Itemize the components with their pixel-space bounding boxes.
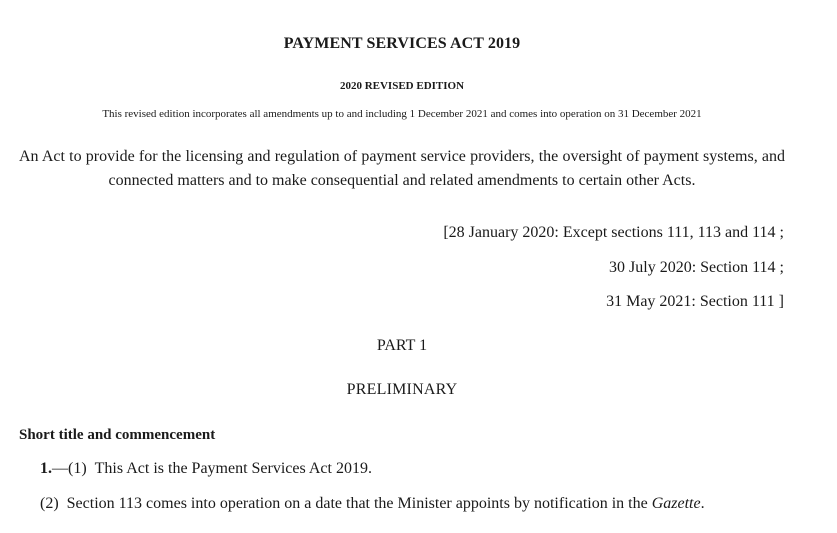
subsection-1-marker: —(1) bbox=[52, 460, 87, 477]
commencement-line-3: 31 May 2021: Section 111 ] bbox=[606, 293, 784, 310]
edition-label: 2020 REVISED EDITION bbox=[339, 80, 465, 92]
subsection-2 bbox=[40, 495, 705, 513]
commencement-line-1: [28 January 2020: Except sections 111, 113 and 114 ; bbox=[443, 224, 784, 241]
gazette-reference: Gazette bbox=[651, 495, 701, 512]
long-title: An Act to provide for the licensing and regulation of payment service providers, the oversight of payment systems, and connected matters and to make consequential and related amendments to certain other Acts. bbox=[19, 148, 785, 189]
part-title: PRELIMINARY bbox=[346, 381, 458, 398]
subsection-2-marker: (2) bbox=[40, 495, 59, 512]
subsection-1 bbox=[40, 460, 372, 478]
subsection-1-text: This Act is the Payment Services Act 2019. bbox=[94, 460, 372, 477]
subsection-2-end: . bbox=[700, 495, 705, 512]
commencement-line-2: 30 July 2020: Section 114 ; bbox=[609, 259, 784, 276]
revised-edition-note: This revised edition incorporates all amendments up to and including 1 December 2021 and comes into operation on 31 December 2021 bbox=[102, 108, 702, 120]
part-number: PART 1 bbox=[376, 337, 428, 354]
act-title: PAYMENT SERVICES ACT 2019 bbox=[283, 35, 521, 52]
subsection-2-text: Section 113 comes into operation on a date that the Minister appoints by notification in the bbox=[66, 495, 648, 512]
section-number: 1. bbox=[40, 460, 52, 477]
section-heading: Short title and commencement bbox=[19, 427, 216, 443]
